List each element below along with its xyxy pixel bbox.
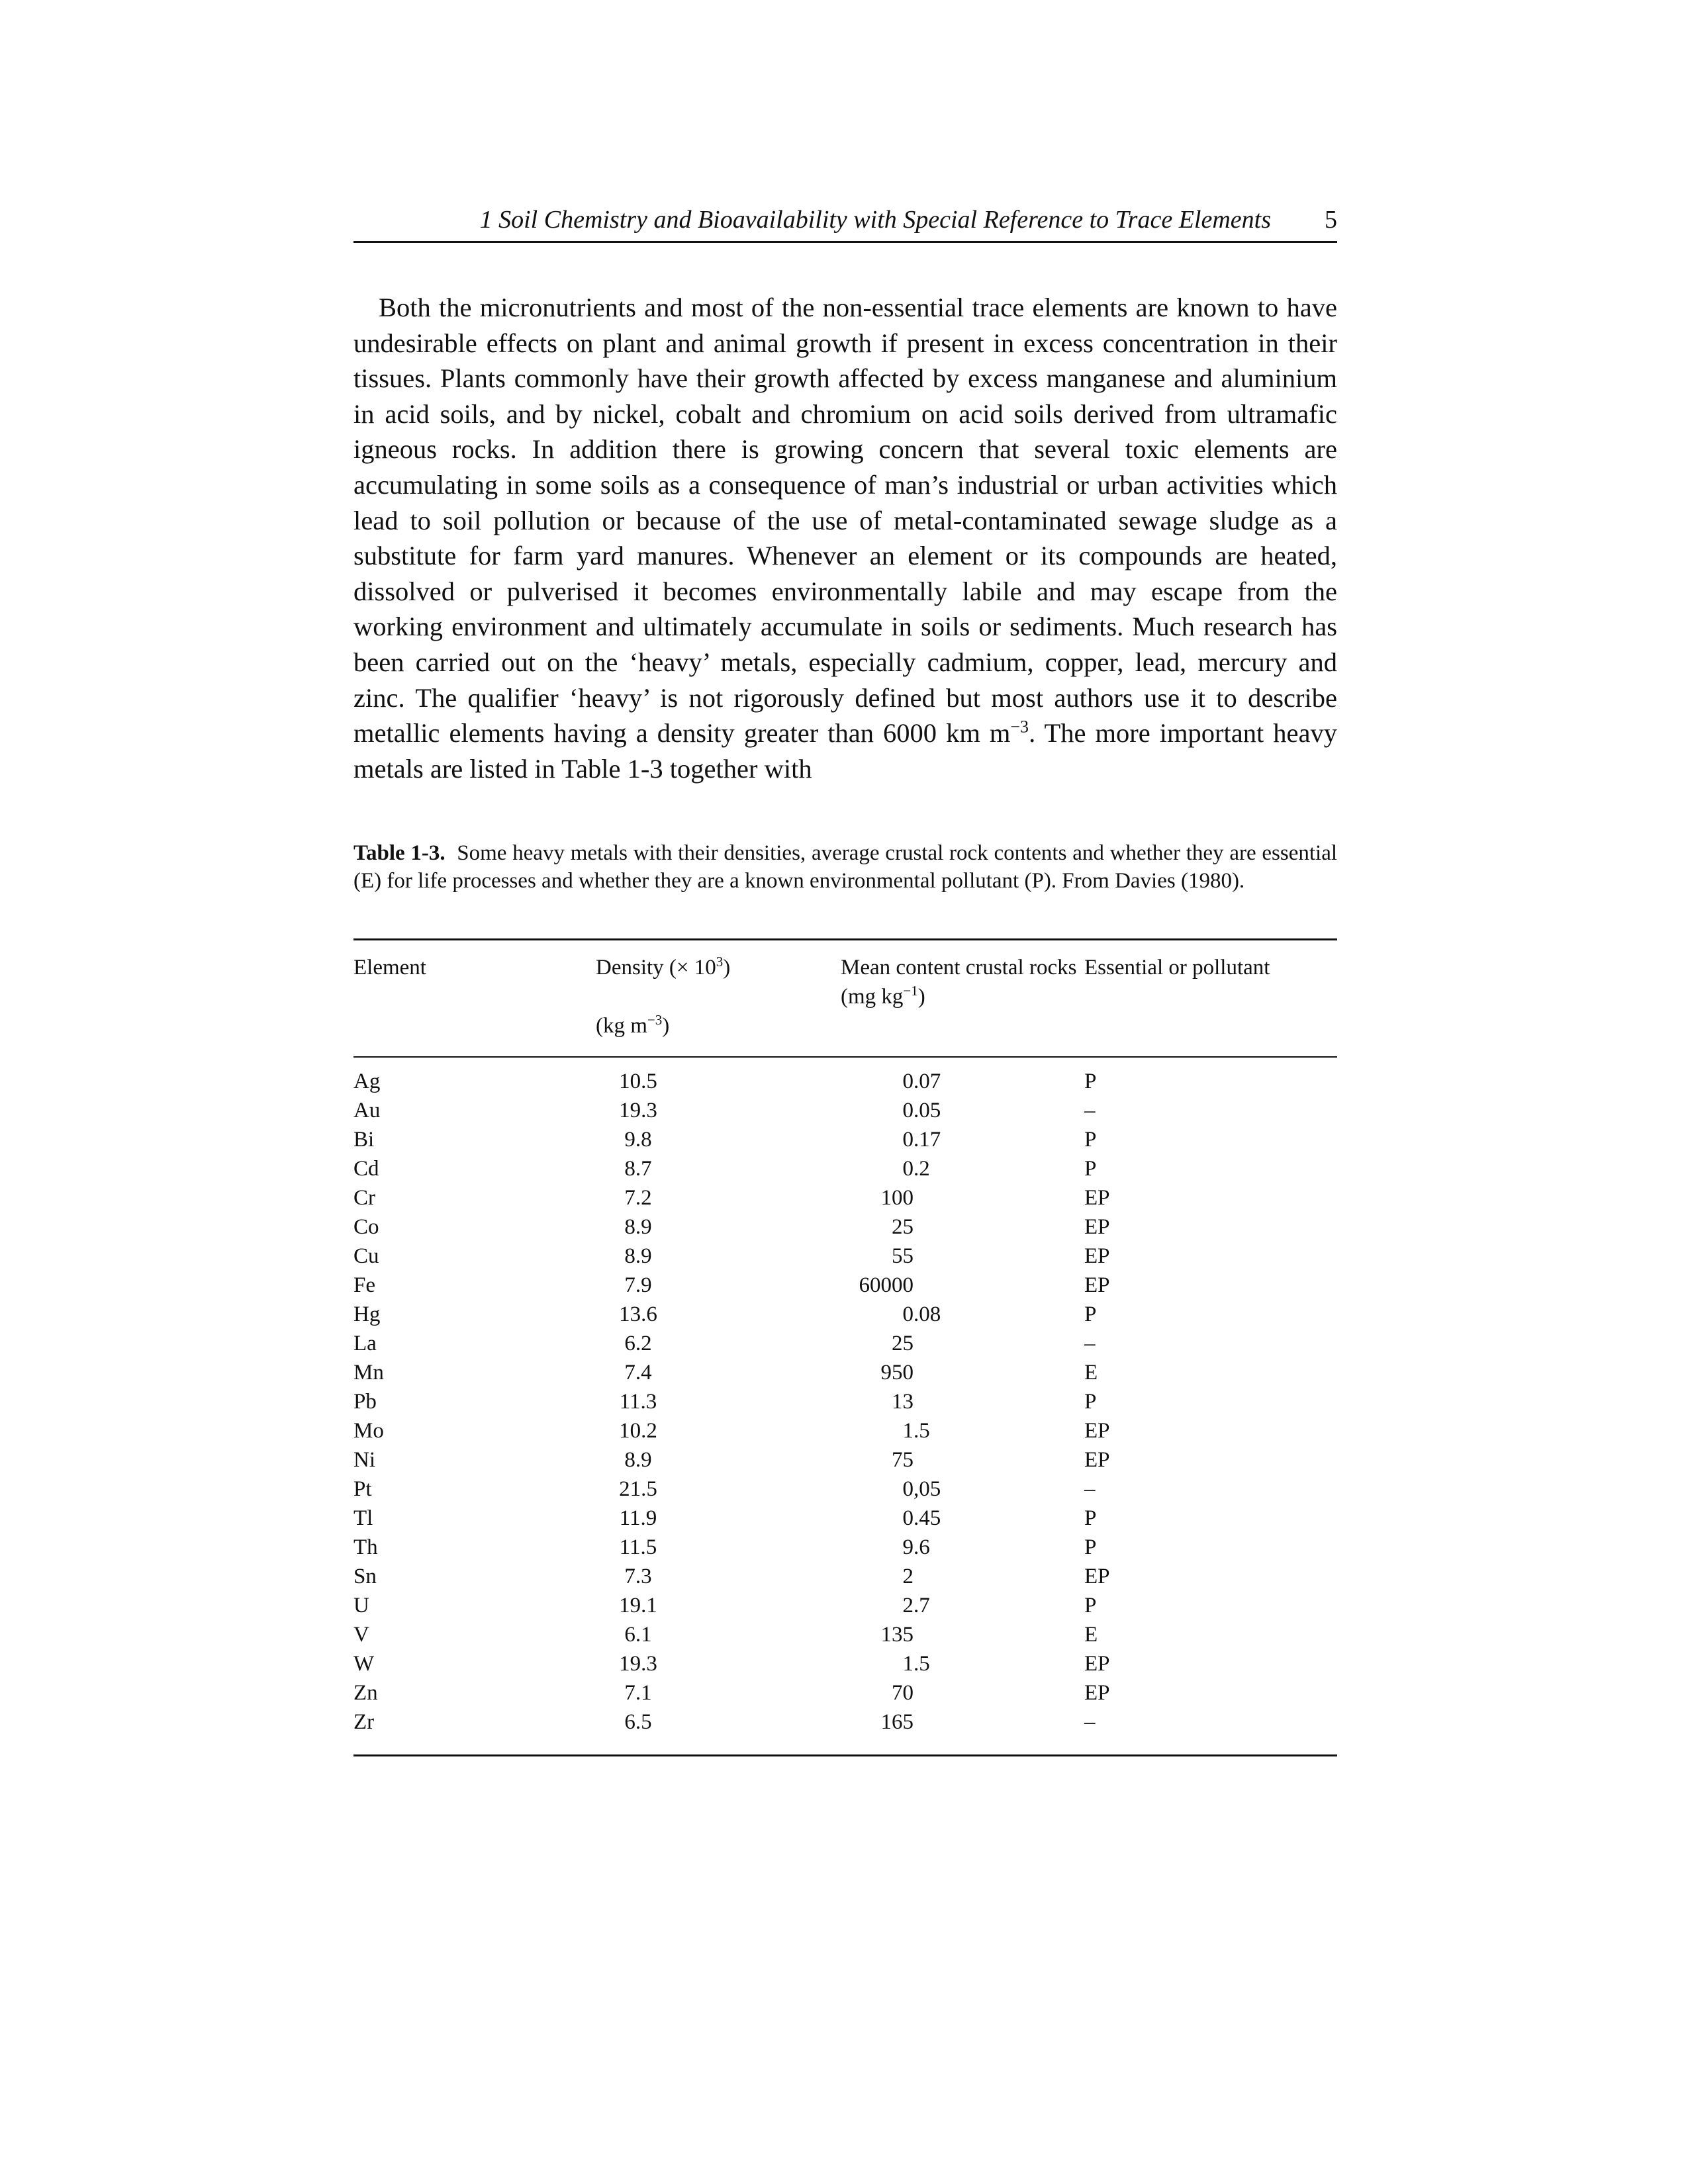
paragraph-text: Both the micronutrients and most of the non-essential trace elements are known to have undesirable effects on plant and animal growth if present in excess concentration in their tissues. Plants commonly have their growth affected by excess manganese and aluminium in acid soils, and by nickel, cobalt and chromium on acid soils derived from ultramafic igneous rocks. In addition there is growing concern that several toxic elements are accumulating in some soils as a consequence of man’s industrial or urban activities which lead to soil pollution or because of the use of metal-contaminated sewage sludge as a substitute for farm yard manures. Whenever an element or its compounds are heated, dissolved or pulverised it becomes environmentally labile and may escape from the working environment and ultimately accumulate in soils or sediments. Much research has been carried out on the ‘heavy’ metals, especially cadmium, copper, lead, mercury and zinc. The qualifier ‘heavy’ is not rigorously defined but most authors use it to describe metallic elements having a density greater than 6000 km m	[353, 293, 1337, 749]
cell-essential: P	[1084, 1128, 1097, 1152]
cell-essential: P	[1084, 1594, 1097, 1617]
running-title: 1 Soil Chemistry and Bioavailability with Special Reference to Trace Elements	[479, 206, 1271, 234]
cell-density: 8.7	[624, 1157, 652, 1181]
cell-element: Ni	[353, 1448, 375, 1472]
cell-density: 8.9	[624, 1215, 652, 1239]
cell-essential: P	[1084, 1302, 1097, 1326]
cell-mean-integer: 25	[892, 1215, 914, 1239]
cell-mean-integer: 0	[902, 1099, 914, 1122]
density-unit-exp: −3	[647, 1012, 663, 1028]
cell-element: Cd	[353, 1157, 379, 1181]
mean-unit-close: )	[917, 985, 925, 1009]
cell-mean-integer: 60000	[859, 1273, 914, 1297]
cell-element: Tl	[353, 1506, 373, 1530]
cell-mean-integer: 135	[880, 1623, 914, 1647]
density-close: )	[723, 956, 731, 979]
paragraph-tail: . The more important heavy metals are listed in Table 1-3 together with	[353, 718, 1337, 784]
mean-unit-exp: −1	[903, 983, 918, 999]
cell-density: 7.4	[624, 1361, 652, 1385]
table-row	[353, 1533, 1337, 1562]
cell-essential: –	[1084, 1332, 1096, 1355]
cell-mean-integer: 950	[880, 1361, 914, 1385]
cell-mean-fraction: .45	[914, 1506, 941, 1530]
cell-element: Zn	[353, 1681, 378, 1705]
cell-element: Cu	[353, 1244, 379, 1268]
table-row	[353, 1242, 1337, 1271]
cell-essential: P	[1084, 1069, 1097, 1093]
table-row	[353, 1416, 1337, 1445]
cell-mean-fraction: .05	[914, 1099, 941, 1122]
density-exp: 3	[716, 954, 724, 970]
cell-mean-fraction: .2	[914, 1157, 930, 1181]
cell-essential: EP	[1084, 1419, 1110, 1443]
cell-mean-integer: 1	[902, 1652, 914, 1676]
cell-mean-integer: 75	[892, 1448, 914, 1472]
table-row	[353, 1358, 1337, 1387]
table-row	[353, 1445, 1337, 1475]
cell-density: 13.6	[619, 1302, 657, 1326]
cell-mean-integer: 0	[902, 1302, 914, 1326]
cell-essential: EP	[1084, 1215, 1110, 1239]
table-row	[353, 1125, 1337, 1154]
table-row	[353, 1212, 1337, 1242]
table-caption-text: Some heavy metals with their densities, average crustal rock contents and whether they are essential (E) for life processes and whether they are a known environmental pollutant (P). From Davies (1980).	[353, 841, 1338, 893]
table-row	[353, 1504, 1337, 1533]
table-row	[353, 1562, 1337, 1591]
cell-density: 19.3	[619, 1652, 657, 1676]
cell-element: La	[353, 1332, 377, 1355]
cell-mean-fraction: .5	[914, 1419, 930, 1443]
table-row	[353, 1329, 1337, 1358]
cell-essential: EP	[1084, 1273, 1110, 1297]
cell-element: Bi	[353, 1128, 375, 1152]
cell-element: V	[353, 1623, 369, 1647]
header-density-unit	[596, 1011, 821, 1040]
table-caption-label: Table 1-3.	[353, 841, 445, 865]
header-essential	[1084, 953, 1336, 982]
table-row	[353, 1475, 1337, 1504]
cell-density: 6.5	[624, 1710, 652, 1734]
header-mean-unit	[841, 982, 1092, 1011]
cell-element: Mn	[353, 1361, 384, 1385]
cell-density: 7.1	[624, 1681, 652, 1705]
cell-essential: P	[1084, 1157, 1097, 1181]
cell-density: 19.3	[619, 1099, 657, 1122]
cell-density: 11.5	[619, 1535, 657, 1559]
cell-density: 8.9	[624, 1244, 652, 1268]
cell-mean-integer: 13	[892, 1390, 914, 1414]
cell-element: Th	[353, 1535, 378, 1559]
cell-element: Sn	[353, 1565, 377, 1588]
cell-density: 9.8	[624, 1128, 652, 1152]
cell-essential: EP	[1084, 1652, 1110, 1676]
cell-element: Pb	[353, 1390, 377, 1414]
cell-essential: E	[1084, 1623, 1098, 1647]
table-row	[353, 1154, 1337, 1183]
table-caption	[353, 839, 1337, 895]
header-element-label: Element	[353, 956, 426, 979]
cell-essential: EP	[1084, 1565, 1110, 1588]
table-row	[353, 1183, 1337, 1212]
cell-mean-integer: 70	[892, 1681, 914, 1705]
cell-density: 11.9	[619, 1506, 657, 1530]
cell-density: 7.3	[624, 1565, 652, 1588]
cell-mean-fraction: .17	[914, 1128, 941, 1152]
cell-element: Mo	[353, 1419, 384, 1443]
density-unit-main: (kg m	[596, 1014, 647, 1038]
running-header	[353, 199, 1337, 243]
table-row	[353, 1096, 1337, 1125]
cell-mean-fraction: .7	[914, 1594, 930, 1617]
cell-density: 10.2	[619, 1419, 657, 1443]
page-number: 5	[1325, 206, 1337, 234]
density-unit-close: )	[662, 1014, 670, 1038]
cell-density: 21.5	[619, 1477, 657, 1501]
cell-element: Zr	[353, 1710, 375, 1734]
cell-element: Au	[353, 1099, 381, 1122]
cell-essential: –	[1084, 1099, 1096, 1122]
cell-mean-integer: 2	[902, 1565, 914, 1588]
cell-essential: EP	[1084, 1244, 1110, 1268]
table-row	[353, 1300, 1337, 1329]
table-body	[353, 1067, 1337, 1737]
table-row	[353, 1591, 1337, 1620]
cell-mean-fraction: .6	[914, 1535, 930, 1559]
cell-essential: E	[1084, 1361, 1098, 1385]
cell-mean-fraction: .08	[914, 1302, 941, 1326]
cell-density: 19.1	[619, 1594, 657, 1617]
cell-element: W	[353, 1652, 375, 1676]
cell-element: U	[353, 1594, 369, 1617]
cell-mean-integer: 2	[902, 1594, 914, 1617]
cell-mean-integer: 165	[880, 1710, 914, 1734]
cell-essential: P	[1084, 1390, 1097, 1414]
table-bottom-rule	[353, 1754, 1337, 1756]
table-row	[353, 1678, 1337, 1707]
header-density-label	[596, 956, 730, 979]
cell-mean-integer: 100	[880, 1186, 914, 1210]
cell-element: Cr	[353, 1186, 375, 1210]
header-essential-label: Essential or pollutant	[1084, 956, 1270, 979]
cell-essential: EP	[1084, 1681, 1110, 1705]
cell-mean-integer: 9	[902, 1535, 914, 1559]
cell-essential: –	[1084, 1710, 1096, 1734]
table-row	[353, 1707, 1337, 1737]
paragraph-exponent: −3	[1010, 717, 1029, 737]
cell-mean-integer: 0	[902, 1128, 914, 1152]
cell-density: 7.9	[624, 1273, 652, 1297]
cell-density: 11.3	[619, 1390, 657, 1414]
table-row	[353, 1649, 1337, 1678]
table-row	[353, 1271, 1337, 1300]
cell-mean-integer: 25	[892, 1332, 914, 1355]
cell-density: 6.2	[624, 1332, 652, 1355]
cell-mean-integer: 1	[902, 1419, 914, 1443]
cell-element: Ag	[353, 1069, 381, 1093]
mean-unit-main: (mg kg	[841, 985, 904, 1009]
cell-mean-integer: 0	[902, 1477, 914, 1501]
cell-mean-fraction: .5	[914, 1652, 930, 1676]
cell-mean-fraction: .07	[914, 1069, 941, 1093]
header-element	[353, 953, 426, 982]
cell-density: 6.1	[624, 1623, 652, 1647]
cell-element: Fe	[353, 1273, 375, 1297]
cell-essential: P	[1084, 1506, 1097, 1530]
table-row	[353, 1067, 1337, 1096]
cell-mean-integer: 0	[902, 1157, 914, 1181]
table-header-rule	[353, 1056, 1337, 1058]
header-density	[596, 953, 821, 1040]
cell-essential: –	[1084, 1477, 1096, 1501]
cell-mean-fraction: ,05	[914, 1477, 941, 1501]
cell-mean-integer: 0	[902, 1069, 914, 1093]
cell-density: 8.9	[624, 1448, 652, 1472]
density-main: Density (× 10	[596, 956, 716, 979]
cell-essential: EP	[1084, 1186, 1110, 1210]
table-row	[353, 1387, 1337, 1416]
table-top-rule	[353, 938, 1337, 940]
cell-element: Hg	[353, 1302, 381, 1326]
cell-density: 10.5	[619, 1069, 657, 1093]
cell-essential: P	[1084, 1535, 1097, 1559]
cell-element: Pt	[353, 1477, 372, 1501]
cell-mean-integer: 0	[902, 1506, 914, 1530]
header-mean-content	[841, 953, 1092, 1011]
cell-essential: EP	[1084, 1448, 1110, 1472]
header-mean-label: Mean content crustal rocks	[841, 956, 1077, 979]
cell-mean-integer: 55	[892, 1244, 914, 1268]
cell-density: 7.2	[624, 1186, 652, 1210]
table-row	[353, 1620, 1337, 1649]
body-paragraph	[353, 290, 1337, 786]
cell-element: Co	[353, 1215, 379, 1239]
